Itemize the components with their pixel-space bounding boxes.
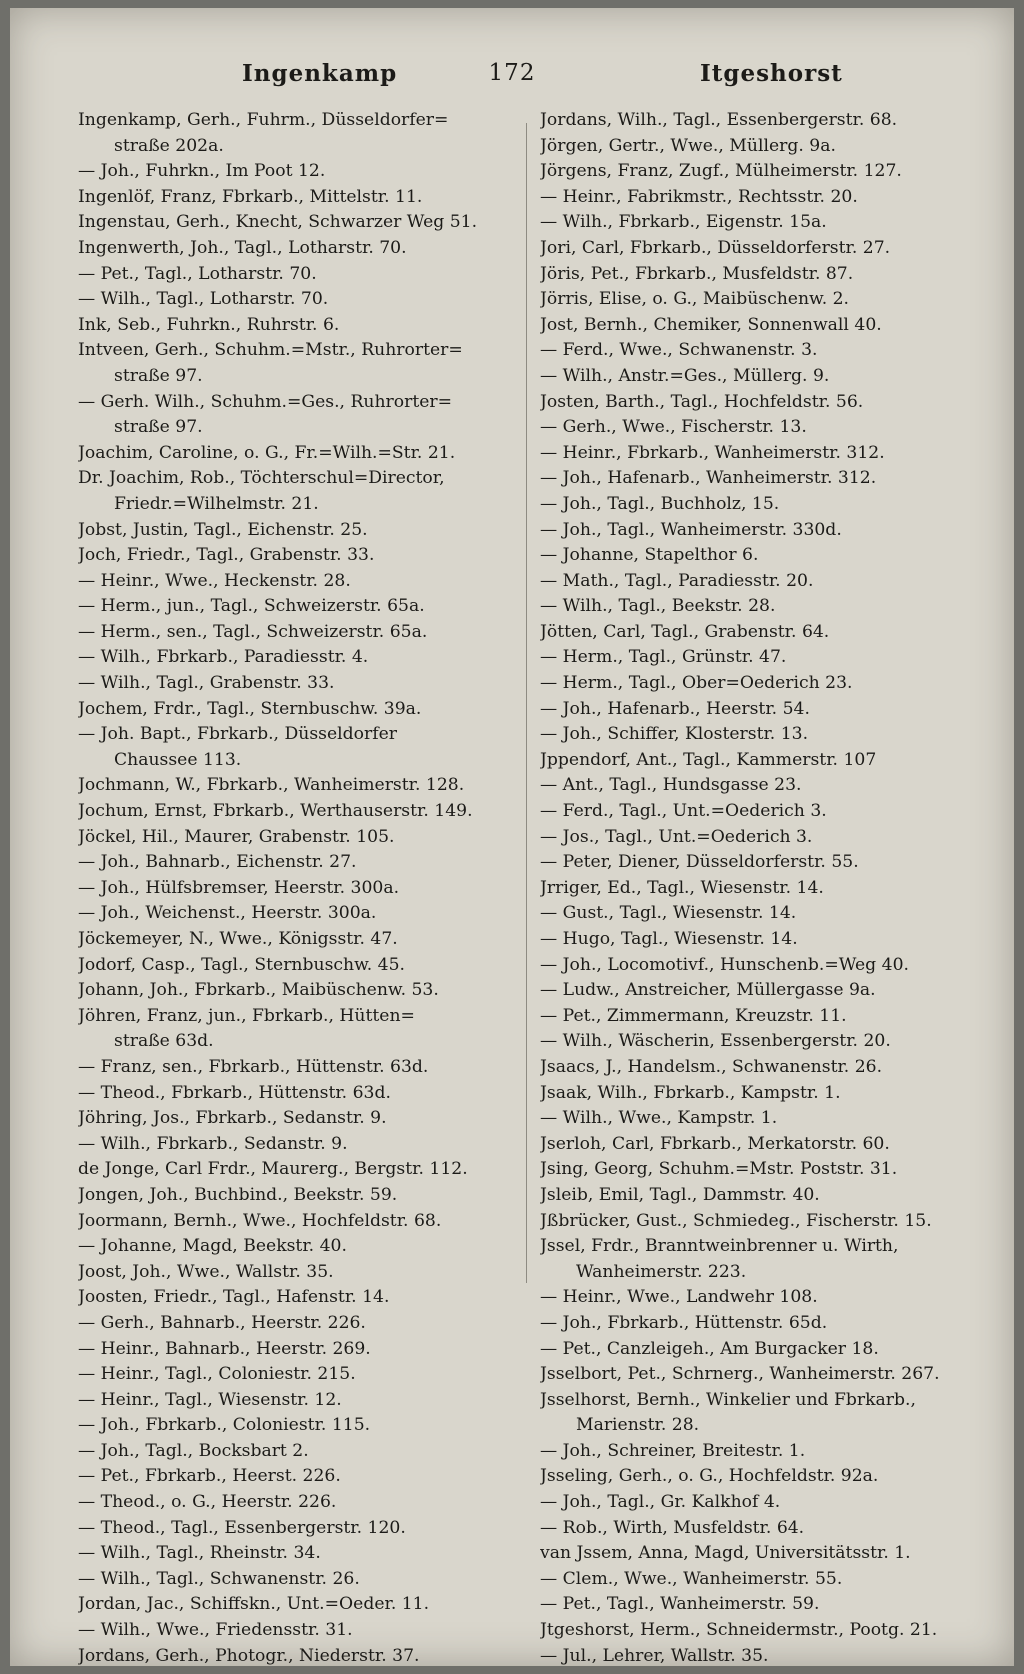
directory-entry-line: Jochem, Frdr., Tagl., Sternbuschw. 39a. (78, 698, 422, 719)
directory-entry-line: Jöhring, Jos., Fbrkarb., Sedanstr. 9. (78, 1108, 387, 1129)
directory-entry-line: straße 97. (114, 365, 203, 386)
directory-entry-line: — Theod., o. G., Heerstr. 226. (78, 1492, 337, 1513)
directory-entry-line: Friedr.=Wilhelmstr. 21. (114, 493, 319, 514)
directory-entry-line: — Joh., Bahnarb., Eichenstr. 27. (78, 852, 357, 873)
directory-entry-line: Jöris, Pet., Fbrkarb., Musfeldstr. 87. (540, 263, 854, 284)
column-divider (526, 123, 527, 1283)
directory-entry-line: — Heinr., Fbrkarb., Wanheimerstr. 312. (540, 442, 885, 463)
directory-entry-line: — Joh., Tagl., Bocksbart 2. (78, 1440, 309, 1461)
directory-entry-line: Johann, Joh., Fbrkarb., Maibüschenw. 53. (78, 980, 439, 1001)
directory-entry-line: Jppendorf, Ant., Tagl., Kammerstr. 107 (540, 749, 877, 770)
directory-entry-line: — Herm., jun., Tagl., Schweizerstr. 65a. (78, 596, 425, 617)
directory-entry-line: Marienstr. 28. (576, 1415, 700, 1436)
directory-entry-line: Jsaak, Wilh., Fbrkarb., Kampstr. 1. (540, 1082, 841, 1103)
directory-entry-line: — Heinr., Tagl., Wiesenstr. 12. (78, 1389, 342, 1410)
directory-entry-line: — Pet., Zimmermann, Kreuzstr. 11. (540, 1005, 847, 1026)
directory-entry-line: — Ant., Tagl., Hundsgasse 23. (540, 775, 802, 796)
directory-entry-line: — Johanne, Magd, Beekstr. 40. (78, 1236, 347, 1257)
directory-entry-line: Joost, Joh., Wwe., Wallstr. 35. (78, 1261, 334, 1282)
directory-entry-line: — Joh., Locomotivf., Hunschenb.=Weg 40. (540, 954, 909, 975)
directory-entry-line: — Wilh., Tagl., Rheinstr. 34. (78, 1543, 321, 1564)
directory-entry-line: Ingenwerth, Joh., Tagl., Lotharstr. 70. (78, 237, 407, 258)
directory-entry-line: straße 202a. (114, 135, 224, 156)
directory-entry-line: — Joh., Fuhrkn., Im Poot 12. (78, 161, 326, 182)
directory-entry-line: — Theod., Tagl., Essenbergerstr. 120. (78, 1517, 406, 1538)
directory-entry-line: — Pet., Tagl., Lotharstr. 70. (78, 263, 317, 284)
directory-entry-line: — Joh., Tagl., Buchholz, 15. (540, 493, 780, 514)
directory-entry-line: — Heinr., Wwe., Heckenstr. 28. (78, 570, 351, 591)
directory-entry-line: — Wilh., Wwe., Kampstr. 1. (540, 1108, 778, 1129)
directory-entry-line: — Gust., Tagl., Wiesenstr. 14. (540, 903, 797, 924)
directory-entry-line: — Wilh., Wäscherin, Essenbergerstr. 20. (540, 1031, 891, 1052)
directory-entry-line: Jsleib, Emil, Tagl., Dammstr. 40. (540, 1184, 820, 1205)
directory-entry-line: Jöhren, Franz, jun., Fbrkarb., Hütten= (78, 1005, 415, 1026)
directory-entry-line: — Wilh., Wwe., Friedensstr. 31. (78, 1620, 353, 1641)
left-column (78, 108, 518, 1669)
directory-entry-line: Jordan, Jac., Schiffskn., Unt.=Oeder. 11. (78, 1594, 430, 1615)
directory-entry-line: Jongen, Joh., Buchbind., Beekstr. 59. (78, 1184, 398, 1205)
directory-entry-line: Jodorf, Casp., Tagl., Sternbuschw. 45. (78, 954, 406, 975)
directory-entry-line: — Hugo, Tagl., Wiesenstr. 14. (540, 929, 798, 949)
directory-entry-line: — Math., Tagl., Paradiesstr. 20. (540, 570, 814, 591)
directory-entry-line: Jörgens, Franz, Zugf., Mülheimerstr. 127. (540, 161, 902, 182)
directory-entry-line: Intveen, Gerh., Schuhm.=Mstr., Ruhrorter= (78, 340, 463, 361)
directory-entry-line: — Jos., Tagl., Unt.=Oederich 3. (540, 826, 813, 847)
directory-entry-line: Jsselbort, Pet., Schrnerg., Wanheimerstr. 267. (540, 1364, 940, 1385)
directory-entry-line: Joormann, Bernh., Wwe., Hochfeldstr. 68. (78, 1210, 442, 1231)
directory-entry-line: — Pet., Tagl., Wanheimerstr. 59. (540, 1594, 820, 1615)
directory-entry-line: Jserloh, Carl, Fbrkarb., Merkatorstr. 60. (540, 1133, 890, 1154)
directory-entry-line: — Wilh., Anstr.=Ges., Müllerg. 9. (540, 365, 830, 386)
directory-entry-line: Jordans, Gerh., Photogr., Niederstr. 37. (78, 1645, 420, 1666)
right-column (540, 108, 990, 1669)
directory-entry-line: Wanheimerstr. 223. (576, 1261, 747, 1282)
directory-entry-line: — Wilh., Fbrkarb., Sedanstr. 9. (78, 1133, 348, 1154)
directory-entry-line: — Pet., Fbrkarb., Heerst. 226. (78, 1466, 341, 1487)
directory-entry-line: — Johanne, Stapelthor 6. (540, 545, 759, 566)
header-right-catchword: Itgeshorst (700, 60, 843, 87)
directory-entry-line: straße 97. (114, 417, 203, 438)
directory-entry-line: Jsaacs, J., Handelsm., Schwanenstr. 26. (540, 1056, 883, 1077)
directory-entry-line: — Jul., Lehrer, Wallstr. 35. (540, 1645, 769, 1666)
directory-entry-line: — Joh., Tagl., Wanheimerstr. 330d. (540, 519, 842, 540)
directory-entry-line: — Joh., Schiffer, Klosterstr. 13. (540, 724, 809, 745)
directory-entry-line: — Peter, Diener, Düsseldorferstr. 55. (540, 852, 859, 873)
directory-entry-line: — Wilh., Fbrkarb., Paradiesstr. 4. (78, 647, 369, 668)
directory-entry-line: Jssel, Frdr., Branntweinbrenner u. Wirth, (540, 1236, 899, 1257)
directory-entry-line: — Gerh., Bahnarb., Heerstr. 226. (78, 1312, 366, 1333)
directory-entry-line: Ingenkamp, Gerh., Fuhrm., Düsseldorfer= (78, 110, 449, 130)
directory-entry-line: Jörris, Elise, o. G., Maibüschenw. 2. (540, 289, 850, 310)
directory-entry-line: — Joh., Hafenarb., Wanheimerstr. 312. (540, 468, 877, 489)
directory-entry-line: — Gerh. Wilh., Schuhm.=Ges., Ruhrorter= (78, 391, 453, 412)
directory-entry-line: Jori, Carl, Fbrkarb., Düsseldorferstr. 27. (540, 237, 891, 258)
directory-entry-line: — Gerh., Wwe., Fischerstr. 13. (540, 417, 807, 438)
directory-entry-line: Joch, Friedr., Tagl., Grabenstr. 33. (78, 545, 375, 566)
directory-entry-line: — Herm., sen., Tagl., Schweizerstr. 65a. (78, 621, 428, 642)
directory-entry-line: — Joh., Fbrkarb., Hüttenstr. 65d. (540, 1312, 828, 1333)
directory-entry-line: Jobst, Justin, Tagl., Eichenstr. 25. (78, 519, 368, 540)
directory-entry-line: — Clem., Wwe., Wanheimerstr. 55. (540, 1568, 843, 1589)
directory-entry-line: — Heinr., Wwe., Landwehr 108. (540, 1287, 818, 1308)
directory-entry-line: straße 63d. (114, 1031, 214, 1052)
directory-entry-line: — Wilh., Fbrkarb., Eigenstr. 15a. (540, 212, 827, 233)
directory-entry-line: — Ferd., Tagl., Unt.=Oederich 3. (540, 801, 827, 822)
directory-entry-line: — Franz, sen., Fbrkarb., Hüttenstr. 63d. (78, 1056, 429, 1077)
directory-entry-line: — Herm., Tagl., Grünstr. 47. (540, 647, 787, 668)
directory-entry-line: — Heinr., Fabrikmstr., Rechtsstr. 20. (540, 186, 858, 207)
directory-entry-line: Jöckemeyer, N., Wwe., Königsstr. 47. (78, 929, 398, 949)
directory-entry-line: Jötten, Carl, Tagl., Grabenstr. 64. (540, 621, 830, 642)
directory-entry-line: — Joh., Fbrkarb., Coloniestr. 115. (78, 1415, 371, 1436)
directory-entry-line: — Wilh., Tagl., Beekstr. 28. (540, 596, 776, 617)
directory-entry-line: — Heinr., Bahnarb., Heerstr. 269. (78, 1338, 371, 1359)
directory-entry-line: Jrriger, Ed., Tagl., Wiesenstr. 14. (540, 877, 824, 898)
directory-entry-line: Jochmann, W., Fbrkarb., Wanheimerstr. 128. (78, 775, 465, 796)
directory-page (10, 8, 1014, 1666)
directory-entry-line: — Joh., Tagl., Gr. Kalkhof 4. (540, 1492, 781, 1513)
directory-entry-line: de Jonge, Carl Frdr., Maurerg., Bergstr. 112. (78, 1159, 468, 1180)
directory-entry-line: Jtgeshorst, Herm., Schneidermstr., Pootg. 21. (540, 1620, 938, 1641)
directory-entry-line: Jsseling, Gerh., o. G., Hochfeldstr. 92a. (540, 1466, 879, 1487)
directory-entry-line: Jochum, Ernst, Fbrkarb., Werthauserstr. 149. (78, 801, 473, 822)
directory-entry-line: — Wilh., Tagl., Schwanenstr. 26. (78, 1568, 360, 1589)
directory-entry-line: Jßbrücker, Gust., Schmiedeg., Fischerstr. 15. (540, 1210, 932, 1231)
directory-entry-line: Jsselhorst, Bernh., Winkelier und Fbrkarb., (540, 1389, 916, 1410)
directory-entry-line: — Joh., Schreiner, Breitestr. 1. (540, 1440, 806, 1461)
directory-entry-line: Josten, Barth., Tagl., Hochfeldstr. 56. (540, 391, 864, 412)
directory-entry-line: Jörgen, Gertr., Wwe., Müllerg. 9a. (540, 135, 836, 156)
header-left-catchword: Ingenkamp (242, 60, 398, 87)
directory-entry-line: — Heinr., Tagl., Coloniestr. 215. (78, 1364, 356, 1385)
directory-entry-line: — Ferd., Wwe., Schwanenstr. 3. (540, 340, 818, 361)
directory-entry-line: Ingenlöf, Franz, Fbrkarb., Mittelstr. 11. (78, 186, 423, 207)
directory-entry-line: — Theod., Fbrkarb., Hüttenstr. 63d. (78, 1082, 391, 1103)
directory-entry-line: — Joh., Hülfsbremser, Heerstr. 300a. (78, 877, 400, 898)
directory-entry-line: — Pet., Canzleigeh., Am Burgacker 18. (540, 1338, 879, 1359)
directory-entry-line: — Joh., Weichenst., Heerstr. 300a. (78, 903, 377, 924)
directory-entry-line: Joosten, Friedr., Tagl., Hafenstr. 14. (78, 1287, 390, 1308)
directory-entry-line: — Joh., Hafenarb., Heerstr. 54. (540, 698, 810, 719)
directory-entry-line: Joachim, Caroline, o. G., Fr.=Wilh.=Str. 21. (78, 442, 456, 463)
directory-entry-line: Jsing, Georg, Schuhm.=Mstr. Poststr. 31. (540, 1159, 898, 1180)
directory-entry-line: van Jssem, Anna, Magd, Universitätsstr. 1. (540, 1543, 911, 1564)
directory-entry-line: Chaussee 113. (114, 749, 242, 770)
directory-entry-line: Ink, Seb., Fuhrkn., Ruhrstr. 6. (78, 314, 340, 335)
directory-entry-line: — Joh. Bapt., Fbrkarb., Düsseldorfer (78, 724, 397, 745)
directory-entry-line: Jordans, Wilh., Tagl., Essenbergerstr. 68. (540, 110, 898, 130)
directory-entry-line: Ingenstau, Gerh., Knecht, Schwarzer Weg 51. (78, 212, 478, 233)
directory-entry-line: — Ludw., Anstreicher, Müllergasse 9a. (540, 980, 876, 1001)
directory-entry-line: — Herm., Tagl., Ober=Oederich 23. (540, 673, 853, 694)
directory-entry-line: — Wilh., Tagl., Lotharstr. 70. (78, 289, 329, 310)
page-header (10, 60, 1014, 100)
directory-entry-line: Jöckel, Hil., Maurer, Grabenstr. 105. (78, 826, 395, 847)
directory-entry-line: — Rob., Wirth, Musfeldstr. 64. (540, 1517, 805, 1538)
directory-entry-line: — Wilh., Tagl., Grabenstr. 33. (78, 673, 335, 694)
directory-entry-line: Jost, Bernh., Chemiker, Sonnenwall 40. (540, 314, 882, 335)
directory-entry-line: Dr. Joachim, Rob., Töchterschul=Director, (78, 468, 445, 489)
page-number: 172 (488, 60, 536, 86)
